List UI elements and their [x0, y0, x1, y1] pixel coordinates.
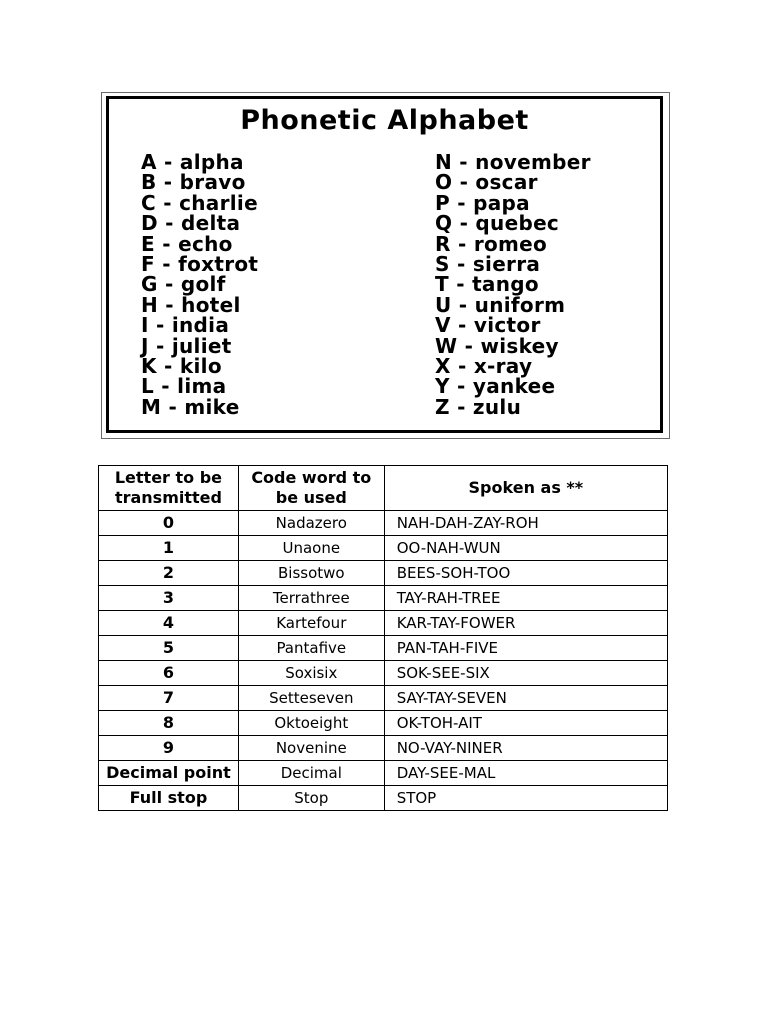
row-spoken: SOK-SEE-SIX	[384, 661, 667, 686]
row-letter: 7	[99, 686, 239, 711]
alphabet-entry: X - x-ray	[435, 353, 533, 378]
alphabet-entry: N - november	[435, 150, 591, 174]
row-spoken: BEES-SOH-TOO	[384, 561, 667, 586]
alphabet-entry: F - foxtrot	[141, 251, 259, 276]
row-code-word: Nadazero	[238, 511, 384, 536]
header-letter: Letter to be transmitted	[99, 466, 239, 511]
alphabet-entry: A - alpha	[141, 150, 244, 174]
row-spoken: DAY-SEE-MAL	[384, 761, 667, 786]
row-spoken: OK-TOH-AIT	[384, 711, 667, 736]
row-code-word: Setteseven	[238, 686, 384, 711]
row-spoken: OO-NAH-WUN	[384, 536, 667, 561]
row-letter: 9	[99, 736, 239, 761]
table-row	[99, 736, 668, 761]
alphabet-entry: C - charlie	[141, 190, 258, 215]
alphabet-entry: O - oscar	[435, 170, 538, 195]
row-code-word: Unaone	[238, 536, 384, 561]
row-code-word: Decimal	[238, 761, 384, 786]
alphabet-entry: M - mike	[141, 394, 240, 419]
table-row	[99, 786, 668, 811]
numeral-code-table	[98, 465, 668, 811]
row-code-word: Stop	[238, 786, 384, 811]
phonetic-alphabet-card	[101, 92, 670, 439]
row-letter: 4	[99, 611, 239, 636]
row-code-word: Novenine	[238, 736, 384, 761]
alphabet-column-a-to-m	[141, 152, 258, 417]
table-row	[99, 536, 668, 561]
alphabet-entry: D - delta	[141, 211, 241, 236]
row-spoken: TAY-RAH-TREE	[384, 586, 667, 611]
alphabet-entry: B - bravo	[141, 170, 246, 195]
table-header-row	[99, 466, 668, 511]
row-code-word: Terrathree	[238, 586, 384, 611]
table-row	[99, 761, 668, 786]
row-letter: 2	[99, 561, 239, 586]
row-letter: 1	[99, 536, 239, 561]
header-code-word: Code word to be used	[238, 466, 384, 511]
alphabet-entry: U - uniform	[435, 292, 566, 317]
alphabet-entry: L - lima	[141, 374, 227, 399]
row-spoken: NO-VAY-NINER	[384, 736, 667, 761]
table-row	[99, 711, 668, 736]
table-row	[99, 511, 668, 536]
row-letter: Decimal point	[99, 761, 239, 786]
table-row	[99, 611, 668, 636]
alphabet-entry: W - wiskey	[435, 333, 559, 358]
table-row	[99, 636, 668, 661]
header-spoken-as: Spoken as **	[384, 466, 667, 511]
alphabet-entry: R - romeo	[435, 231, 548, 256]
row-spoken: NAH-DAH-ZAY-ROH	[384, 511, 667, 536]
row-spoken: SAY-TAY-SEVEN	[384, 686, 667, 711]
alphabet-entry: E - echo	[141, 231, 233, 256]
phonetic-alphabet-title: Phonetic Alphabet	[240, 105, 529, 136]
alphabet-column-n-to-z	[435, 152, 591, 417]
alphabet-entry: H - hotel	[141, 292, 241, 317]
alphabet-entry: G - golf	[141, 272, 226, 297]
row-code-word: Bissotwo	[238, 561, 384, 586]
row-code-word: Soxisix	[238, 661, 384, 686]
table-row	[99, 561, 668, 586]
row-spoken: KAR-TAY-FOWER	[384, 611, 667, 636]
alphabet-entry: S - sierra	[435, 251, 541, 276]
row-letter: Full stop	[99, 786, 239, 811]
alphabet-entry: Z - zulu	[435, 394, 522, 419]
row-code-word: Kartefour	[238, 611, 384, 636]
row-spoken: PAN-TAH-FIVE	[384, 636, 667, 661]
row-letter: 5	[99, 636, 239, 661]
alphabet-entry: K - kilo	[141, 353, 222, 378]
row-letter: 8	[99, 711, 239, 736]
row-spoken: STOP	[384, 786, 667, 811]
alphabet-entry: J - juliet	[141, 333, 232, 358]
row-letter: 0	[99, 511, 239, 536]
row-code-word: Pantafive	[238, 636, 384, 661]
alphabet-entry: Q - quebec	[435, 211, 560, 236]
alphabet-entry: P - papa	[435, 190, 530, 215]
row-code-word: Oktoeight	[238, 711, 384, 736]
table-row	[99, 586, 668, 611]
table-row	[99, 686, 668, 711]
row-letter: 6	[99, 661, 239, 686]
alphabet-entry: V - victor	[435, 313, 541, 338]
alphabet-entry: Y - yankee	[435, 374, 556, 399]
alphabet-entry: I - india	[141, 313, 230, 338]
table-row	[99, 661, 668, 686]
row-letter: 3	[99, 586, 239, 611]
phonetic-alphabet-box	[106, 96, 663, 433]
alphabet-entry: T - tango	[435, 272, 539, 297]
